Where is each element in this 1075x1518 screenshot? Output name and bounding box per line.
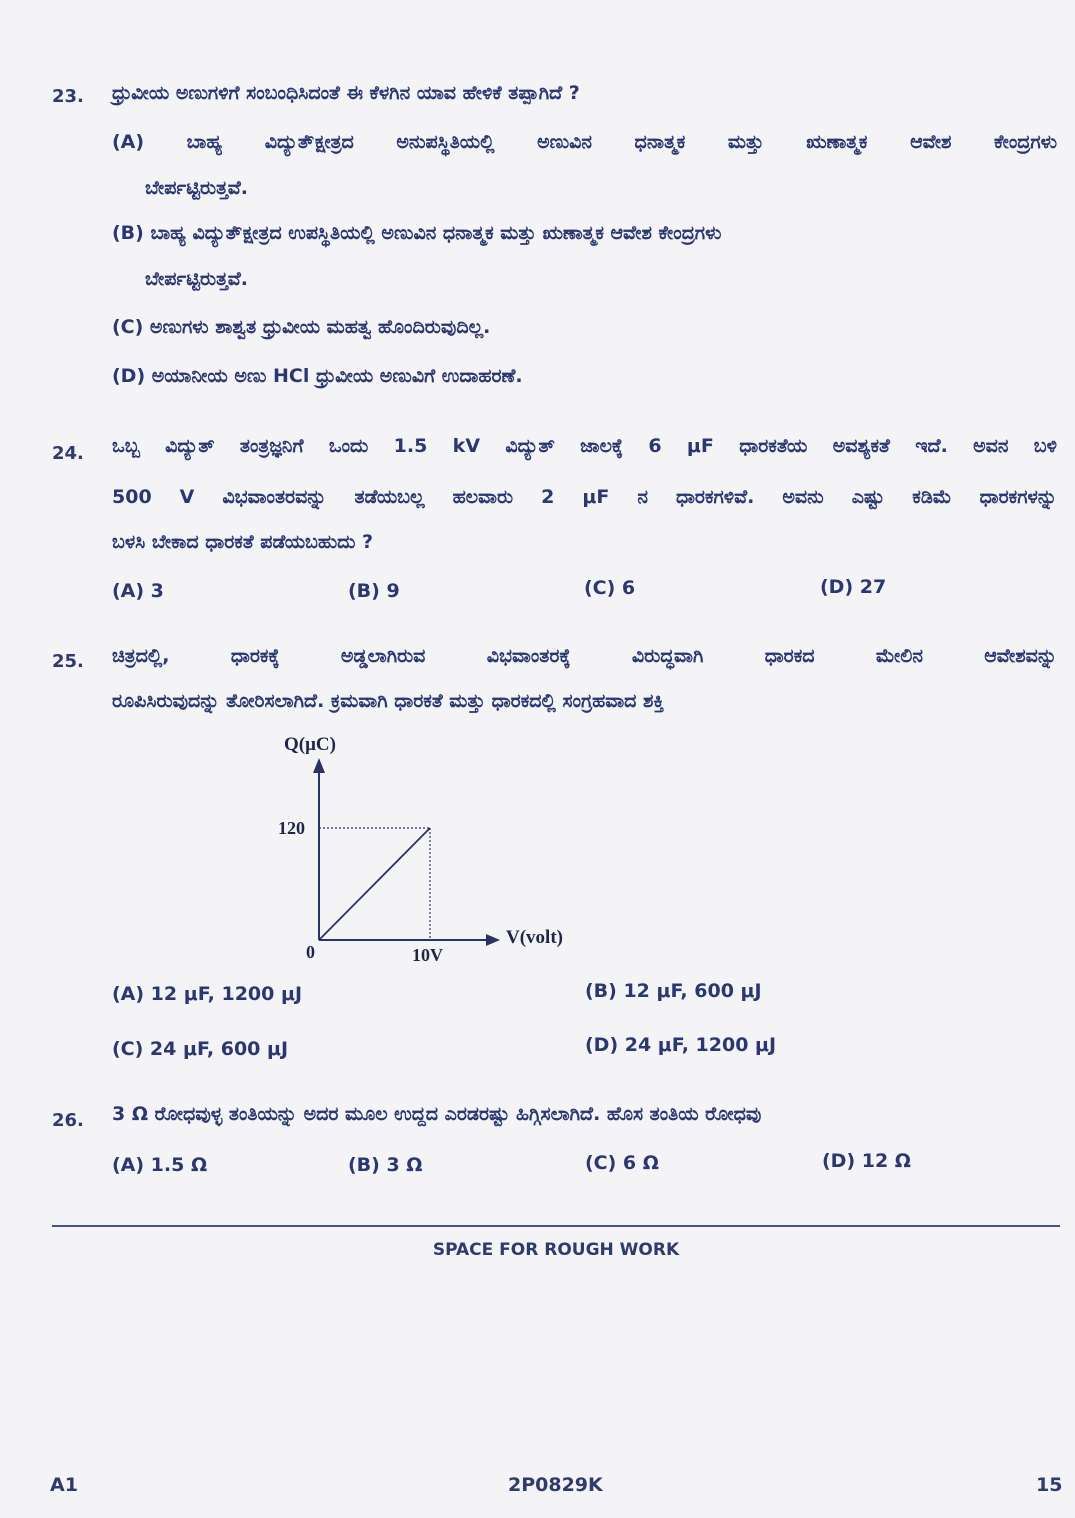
y-axis-arrow bbox=[313, 758, 325, 773]
q24-option-c: (C) 6 bbox=[584, 577, 636, 599]
q23-option-b-cont: ಬೇರ್ಪಟ್ಟಿರುತ್ತವೆ. bbox=[145, 268, 248, 290]
q24-option-d: (D) 27 bbox=[820, 576, 887, 598]
rough-work-divider bbox=[52, 1225, 1060, 1227]
q23-option-c: (C) ಅಣುಗಳು ಶಾಶ್ವತ ಧ್ರುವೀಯ ಮಹತ್ವ ಹೊಂದಿರುವುದಿಲ್ಲ. bbox=[112, 316, 491, 338]
question-24-line1: ಒಬ್ಬ ವಿದ್ಯುತ್ ತಂತ್ರಜ್ಞನಿಗೆ ಒಂದು 1.5 kV ವಿದ್ಯುತ್ ಜಾಲಕ್ಕೆ 6 μF ಧಾರಕತೆಯ ಅವಶ್ಯಕತೆ ಇದೆ. ಅವನ ಬಳಿ bbox=[112, 435, 1057, 457]
q23-option-b: (B) ಬಾಹ್ಯ ವಿದ್ಯುತ್ಕ್ಷೇತ್ರದ ಉಪಸ್ಥಿತಿಯಲ್ಲಿ ಅಣುವಿನ ಧನಾತ್ಮಕ ಮತ್ತು ಋಣಾತ್ಮಕ ಆವೇಶ ಕೇಂದ್ರಗಳು bbox=[112, 222, 722, 244]
x-axis-arrow bbox=[486, 934, 500, 946]
q23-option-a-cont: ಬೇರ್ಪಟ್ಟಿರುತ್ತವೆ. bbox=[145, 177, 248, 199]
question-24-line2: 500 V ವಿಭವಾಂತರವನ್ನು ತಡೆಯಬಲ್ಲ ಹಲವಾರು 2 μF ನ ಧಾರಕಗಳಿವೆ. ಅವನು ಎಷ್ಟು ಕಡಿಮೆ ಧಾರಕಗಳನ್ನು bbox=[112, 486, 1057, 508]
charge-line bbox=[319, 828, 430, 940]
q24-option-a: (A) 3 bbox=[112, 580, 164, 602]
question-number-26: 26. bbox=[52, 1110, 84, 1131]
page-number: 15 bbox=[1036, 1474, 1063, 1496]
question-number-25: 25. bbox=[52, 651, 84, 672]
question-number-24: 24. bbox=[52, 443, 84, 464]
origin-label: 0 bbox=[306, 942, 315, 962]
q26-option-c: (C) 6 Ω bbox=[585, 1152, 659, 1174]
question-24-line3: ಬಳಸಿ ಬೇಕಾದ ಧಾರಕತೆ ಪಡೆಯಬಹುದು ? bbox=[112, 531, 374, 553]
q25-option-b: (B) 12 μF, 600 μJ bbox=[585, 980, 762, 1002]
q23-option-a: (A) ಬಾಹ್ಯ ವಿದ್ಯುತ್ಕ್ಷೇತ್ರದ ಅನುಪಸ್ಥಿತಿಯಲ್ಲಿ ಅಣುವಿನ ಧನಾತ್ಮಕ ಮತ್ತು ಋಣಾತ್ಮಕ ಆವೇಶ ಕೇಂದ್ರಗಳು bbox=[112, 131, 1057, 153]
q24-option-b: (B) 9 bbox=[348, 580, 400, 602]
question-number-23: 23. bbox=[52, 86, 84, 107]
paper-code: 2P0829K bbox=[508, 1474, 603, 1496]
question-23-stem: ಧ್ರುವೀಯ ಅಣುಗಳಿಗೆ ಸಂಬಂಧಿಸಿದಂತೆ ಈ ಕೆಳಗಿನ ಯಾವ ಹೇಳಿಕೆ ತಪ್ಪಾಗಿದೆ ? bbox=[112, 82, 580, 104]
q23-option-d: (D) ಅಯಾನೀಯ ಅಣು HCl ಧ್ರುವೀಯ ಅಣುವಿಗೆ ಉದಾಹರಣೆ. bbox=[112, 365, 523, 387]
x-tick-label: 10V bbox=[412, 945, 443, 965]
q26-option-a: (A) 1.5 Ω bbox=[112, 1154, 208, 1176]
q25-option-d: (D) 24 μF, 1200 μJ bbox=[585, 1034, 777, 1056]
rough-work-heading: SPACE FOR ROUGH WORK bbox=[432, 1240, 680, 1260]
question-25-line1: ಚಿತ್ರದಲ್ಲಿ, ಧಾರಕಕ್ಕೆ ಅಡ್ಡಲಾಗಿರುವ ವಿಭವಾಂತರಕ್ಕೆ ವಿರುದ್ಧವಾಗಿ ಧಾರಕದ ಮೇಲಿನ ಆವೇಶವನ್ನು bbox=[112, 645, 1057, 667]
y-axis-label: Q(μC) bbox=[284, 734, 336, 755]
booklet-version: A1 bbox=[50, 1474, 78, 1496]
question-25-line2: ರೂಪಿಸಿರುವುದನ್ನು ತೋರಿಸಲಾಗಿದೆ. ಕ್ರಮವಾಗಿ ಧಾರಕತೆ ಮತ್ತು ಧಾರಕದಲ್ಲಿ ಸಂಗ್ರಹವಾದ ಶಕ್ತಿ bbox=[112, 690, 664, 712]
y-tick-label: 120 bbox=[278, 818, 305, 838]
q26-option-d: (D) 12 Ω bbox=[822, 1150, 911, 1172]
x-axis-label: V(volt) bbox=[506, 927, 563, 948]
q26-option-b: (B) 3 Ω bbox=[348, 1154, 423, 1176]
q25-option-c: (C) 24 μF, 600 μJ bbox=[112, 1038, 289, 1060]
charge-voltage-graph bbox=[255, 730, 595, 970]
question-26-stem: 3 Ω ರೋಧವುಳ್ಳ ತಂತಿಯನ್ನು ಅದರ ಮೂಲ ಉದ್ದದ ಎರಡರಷ್ಟು ಹಿಗ್ಗಿಸಲಾಗಿದೆ. ಹೊಸ ತಂತಿಯ ರೋಧವು bbox=[112, 1103, 762, 1125]
q25-option-a: (A) 12 μF, 1200 μJ bbox=[112, 983, 303, 1005]
